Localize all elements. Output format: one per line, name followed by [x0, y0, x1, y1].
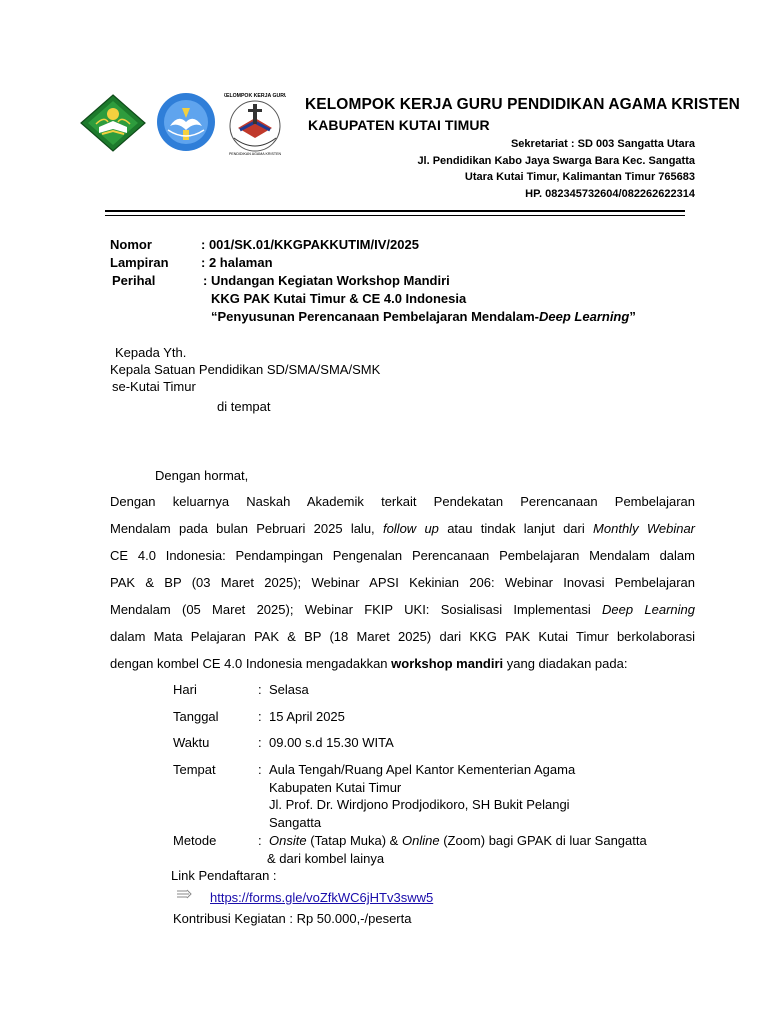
body-text: dengan kombel CE 4.0 Indonesia mengadakkan — [110, 656, 388, 671]
body-italic: Deep Learning — [602, 602, 695, 617]
metode-colon: : — [258, 833, 262, 848]
address-line: HP. 082345732604/082262622314 — [525, 187, 695, 200]
kkg-pak-logo-icon — [224, 88, 286, 158]
perihal-label: Perihal — [112, 273, 156, 288]
perihal-title-text: “Penyusunan Perencanaan Pembelajaran Mendalam- — [211, 309, 540, 324]
perihal-value-3 — [211, 308, 636, 326]
body-text: Mendalam pada bulan Pebruari 2025 lalu, — [110, 521, 375, 536]
hari-colon: : — [258, 682, 262, 697]
body-paragraph — [110, 488, 695, 677]
kkg-logo-ring-text: PENDIDIKAN AGAMA KRISTEN — [228, 152, 282, 156]
recipient-title: Kepala Satuan Pendidikan SD/SMA/SMA/SMK — [110, 362, 381, 377]
body-line — [110, 515, 695, 542]
lampiran-value: : 2 halaman — [201, 255, 273, 270]
logo-tut-wuri — [156, 92, 216, 152]
tempat-colon: : — [258, 762, 262, 777]
header-divider-thick — [105, 210, 685, 212]
body-bold: workshop mandiri — [391, 656, 504, 671]
perihal-value-1: : Undangan Kegiatan Workshop Mandiri — [203, 273, 450, 288]
kkg-logo-title: KELOMPOK KERJA GURU — [224, 93, 286, 99]
waktu-colon: : — [258, 735, 262, 750]
perihal-title-italic: Deep Learning — [539, 309, 630, 324]
tempat-line: Sangatta — [269, 814, 322, 830]
metode-label: Metode — [173, 833, 217, 848]
hari-value: Selasa — [269, 682, 309, 697]
body-italic: follow up — [382, 521, 439, 536]
recipient-area: se-Kutai Timur — [112, 379, 196, 394]
logo-kemenag — [80, 94, 146, 152]
metode-text: (Zoom) bagi GPAK di luar Sangatta — [443, 833, 647, 848]
body-line: Dengan keluarnya Naskah Akademik terkait Pendekatan Perencanaan Pembelajaran — [110, 494, 695, 509]
nomor-value: : 001/SK.01/KKGPAKKUTIM/IV/2025 — [201, 237, 419, 252]
body-italic: Monthly Webinar — [593, 521, 696, 536]
tempat-line: Kabupaten Kutai Timur — [269, 779, 402, 795]
arrow-icon — [176, 888, 192, 900]
hari-label: Hari — [173, 682, 197, 697]
registration-label: Link Pendaftaran : — [171, 868, 277, 883]
recipient-salutation: Kepada Yth. — [115, 345, 187, 360]
waktu-label: Waktu — [173, 735, 210, 750]
waktu-value: 09.00 s.d 15.30 WITA — [269, 735, 394, 750]
logo-kkg-pak — [224, 88, 286, 158]
body-line — [110, 650, 695, 677]
kemenag-logo-icon — [80, 94, 146, 152]
recipient-place: di tempat — [217, 399, 271, 414]
org-name: KELOMPOK KERJA GURU PENDIDIKAN AGAMA KRISTEN — [305, 96, 740, 113]
lampiran-label: Lampiran — [110, 255, 169, 270]
kontribusi-text: Kontribusi Kegiatan : Rp 50.000,-/peserta — [173, 911, 412, 926]
address-line: Utara Kutai Timur, Kalimantan Timur 765683 — [464, 171, 695, 183]
body-text: yang diadakan pada: — [506, 656, 628, 671]
address-line: Jl. Pendidikan Kabo Jaya Swarga Bara Kec. Sangatta — [417, 154, 695, 167]
body-line: dalam Mata Pelajaran PAK & BP (18 Maret 2025) dari KKG PAK Kutai Timur berkolaborasi — [110, 629, 695, 644]
metode-online: Online — [401, 833, 440, 848]
body-text: atau tindak lanjut dari — [447, 521, 585, 536]
address-block — [417, 136, 695, 202]
metode-value — [269, 832, 647, 850]
perihal-value-2: KKG PAK Kutai Timur & CE 4.0 Indonesia — [211, 291, 467, 306]
tanggal-value: 15 April 2025 — [269, 709, 345, 724]
tempat-value — [269, 761, 575, 831]
address-line: Sekretariat : SD 003 Sangatta Utara — [510, 138, 695, 150]
metode-line-2: & dari kombel lainya — [267, 851, 385, 866]
registration-link[interactable]: https://forms.gle/voZfkWC6jHTv3sww5 — [210, 890, 434, 905]
body-line: CE 4.0 Indonesia: Pendampingan Pengenalan Perencanaan Pembelajaran Mendalam dalam — [110, 548, 695, 563]
body-line — [110, 596, 695, 623]
header-divider-thin — [105, 215, 685, 216]
tanggal-colon: : — [258, 709, 262, 724]
link-arrow-icon — [176, 887, 192, 899]
body-line: PAK & BP (03 Maret 2025); Webinar APSI Kekinian 206: Webinar Inovasi Pembelajaran — [110, 575, 695, 590]
metode-onsite: Onsite — [269, 833, 307, 848]
body-text: Mendalam (05 Maret 2025); Webinar FKIP UKI: Sosialisasi Implementasi — [110, 602, 591, 617]
org-region: KABUPATEN KUTAI TIMUR — [308, 117, 490, 133]
tempat-line: Jl. Prof. Dr. Wirdjono Prodjodikoro, SH Bukit Pelangi — [269, 797, 570, 812]
tempat-label: Tempat — [173, 762, 216, 777]
nomor-label: Nomor — [110, 237, 152, 252]
tut-wuri-handayani-logo-icon — [156, 92, 216, 152]
tanggal-label: Tanggal — [173, 709, 219, 724]
metode-text: (Tatap Muka) & — [310, 833, 399, 848]
perihal-title-close-quote: ” — [629, 309, 636, 324]
greeting: Dengan hormat, — [155, 468, 249, 483]
tempat-line: Aula Tengah/Ruang Apel Kantor Kementerian Agama — [269, 762, 576, 777]
